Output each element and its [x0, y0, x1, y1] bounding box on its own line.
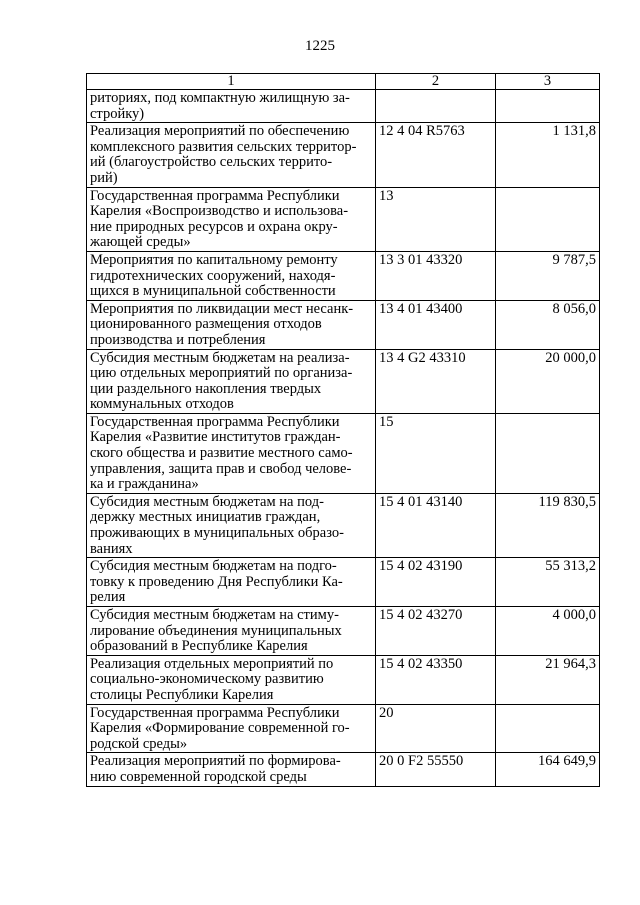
- row-name-line: Государственная программа Республики: [90, 187, 340, 204]
- table-row: [87, 300, 600, 349]
- row-name-line: риториях, под компактную жилищную за-: [90, 90, 350, 106]
- budget-table: [86, 73, 600, 787]
- table-row: [87, 655, 600, 704]
- row-amount-cell: 1 131,8: [496, 123, 600, 187]
- row-name-line: ние природных ресурсов и охрана окру-: [90, 218, 338, 235]
- row-name-cell: [87, 349, 376, 413]
- row-code-cell: 15 4 02 43270: [376, 607, 496, 656]
- row-name-cell: [87, 413, 376, 493]
- row-name-cell: [87, 704, 376, 753]
- row-code-cell: 13 3 01 43320: [376, 251, 496, 300]
- table-row: [87, 558, 600, 607]
- row-name-line: ского общества и развитие местного само-: [90, 445, 353, 462]
- row-name-line: Субсидия местным бюджетам на под-: [90, 493, 324, 510]
- row-name-line: держку местных инициатив граждан,: [90, 509, 321, 526]
- row-name-line: Мероприятия по ликвидации мест несанк-: [90, 300, 354, 317]
- table-row: [87, 753, 600, 786]
- row-name-line: коммунальных отходов: [90, 396, 234, 413]
- row-name-line: ции раздельного накопления твердых: [90, 380, 322, 397]
- table-row: [87, 349, 600, 413]
- row-name-line: Реализация мероприятий по обеспечению: [90, 123, 350, 140]
- row-amount-cell: 8 056,0: [496, 300, 600, 349]
- row-name-cell: [87, 558, 376, 607]
- row-name-line: комплексного развития сельских территор-: [90, 138, 357, 155]
- row-amount-cell: 4 000,0: [496, 607, 600, 656]
- row-amount-cell: [496, 413, 600, 493]
- row-name-line: релия: [90, 589, 126, 606]
- table-row: [87, 704, 600, 753]
- row-name-cell: [87, 187, 376, 251]
- row-name-cell: [87, 300, 376, 349]
- table-row: [87, 251, 600, 300]
- row-code-cell: 15 4 02 43190: [376, 558, 496, 607]
- row-amount-cell: [496, 90, 600, 123]
- table-row: [87, 123, 600, 187]
- row-name-line: Субсидия местным бюджетам на подго-: [90, 558, 337, 575]
- table-row: [87, 493, 600, 557]
- row-name-line: жающей среды»: [90, 234, 191, 251]
- row-name-line: щихся в муниципальной собственности: [90, 283, 336, 300]
- row-name-line: проживающих в муниципальных образо-: [90, 525, 344, 542]
- column-header-1: 1: [87, 74, 376, 90]
- row-name-line: производства и потребления: [90, 331, 266, 348]
- row-name-line: гидротехнических сооружений, находя-: [90, 267, 336, 284]
- row-amount-cell: 119 830,5: [496, 493, 600, 557]
- row-name-cell: [87, 607, 376, 656]
- row-name-line: ка и гражданина»: [90, 476, 199, 493]
- row-amount-cell: [496, 187, 600, 251]
- row-name-line: Карелия «Формирование современной го-: [90, 720, 350, 737]
- row-name-line: родской среды»: [90, 735, 188, 752]
- row-name-line: Карелия «Воспроизводство и использова-: [90, 203, 349, 220]
- row-name-line: столицы Республики Карелия: [90, 686, 274, 703]
- row-name-line: Субсидия местным бюджетам на реализа-: [90, 349, 350, 366]
- row-name-line: Реализация отдельных мероприятий по: [90, 655, 334, 672]
- row-amount-cell: 20 000,0: [496, 349, 600, 413]
- row-code-cell: 15 4 02 43350: [376, 655, 496, 704]
- row-code-cell: 20 0 F2 55550: [376, 753, 496, 786]
- table-row: [87, 413, 600, 493]
- row-name-line: Государственная программа Республики: [90, 704, 340, 721]
- row-name-line: ваниях: [90, 540, 133, 557]
- table-header-row: [87, 74, 600, 90]
- row-name-line: стройку): [90, 105, 145, 122]
- row-name-line: Карелия «Развитие институтов граждан-: [90, 429, 341, 446]
- row-code-cell: [376, 90, 496, 123]
- row-amount-cell: 9 787,5: [496, 251, 600, 300]
- page-number: 1225: [305, 38, 335, 54]
- table-row: [87, 187, 600, 251]
- row-name-line: Мероприятия по капитальному ремонту: [90, 251, 338, 268]
- row-name-line: Субсидия местным бюджетам на стиму-: [90, 607, 339, 623]
- row-code-cell: 13 4 01 43400: [376, 300, 496, 349]
- row-name-line: ий (благоустройство сельских террито-: [90, 154, 333, 171]
- row-name-line: нию современной городской среды: [90, 768, 307, 785]
- row-name-line: цию отдельных мероприятий по организа-: [90, 365, 353, 382]
- column-header-3: 3: [496, 74, 600, 90]
- row-name-line: образований в Республике Карелия: [90, 638, 308, 655]
- row-name-cell: [87, 753, 376, 786]
- row-amount-cell: [496, 704, 600, 753]
- row-name-line: ционированного размещения отходов: [90, 316, 322, 333]
- row-name-line: управления, защита прав и свобод челове-: [90, 460, 352, 477]
- row-name-cell: [87, 123, 376, 187]
- column-header-2: 2: [376, 74, 496, 90]
- table-row: [87, 607, 600, 656]
- row-name-line: Государственная программа Республики: [90, 413, 340, 430]
- row-code-cell: 12 4 04 R5763: [376, 123, 496, 187]
- row-code-cell: 15: [376, 413, 496, 493]
- row-code-cell: 13: [376, 187, 496, 251]
- row-amount-cell: 21 964,3: [496, 655, 600, 704]
- row-name-line: лирование объединения муниципальных: [90, 622, 342, 639]
- row-code-cell: 15 4 01 43140: [376, 493, 496, 557]
- row-name-cell: [87, 655, 376, 704]
- table-row: [87, 90, 600, 123]
- row-name-line: рий): [90, 169, 118, 186]
- row-code-cell: 13 4 G2 43310: [376, 349, 496, 413]
- row-name-line: товку к проведению Дня Республики Ка-: [90, 573, 343, 590]
- row-code-cell: 20: [376, 704, 496, 753]
- row-name-line: Реализация мероприятий по формирова-: [90, 753, 341, 770]
- row-amount-cell: 164 649,9: [496, 753, 600, 786]
- row-name-line: социально-экономическому развитию: [90, 671, 324, 688]
- row-name-cell: [87, 493, 376, 557]
- row-name-cell: [87, 90, 376, 123]
- row-name-cell: [87, 251, 376, 300]
- row-amount-cell: 55 313,2: [496, 558, 600, 607]
- table-body: [87, 90, 600, 787]
